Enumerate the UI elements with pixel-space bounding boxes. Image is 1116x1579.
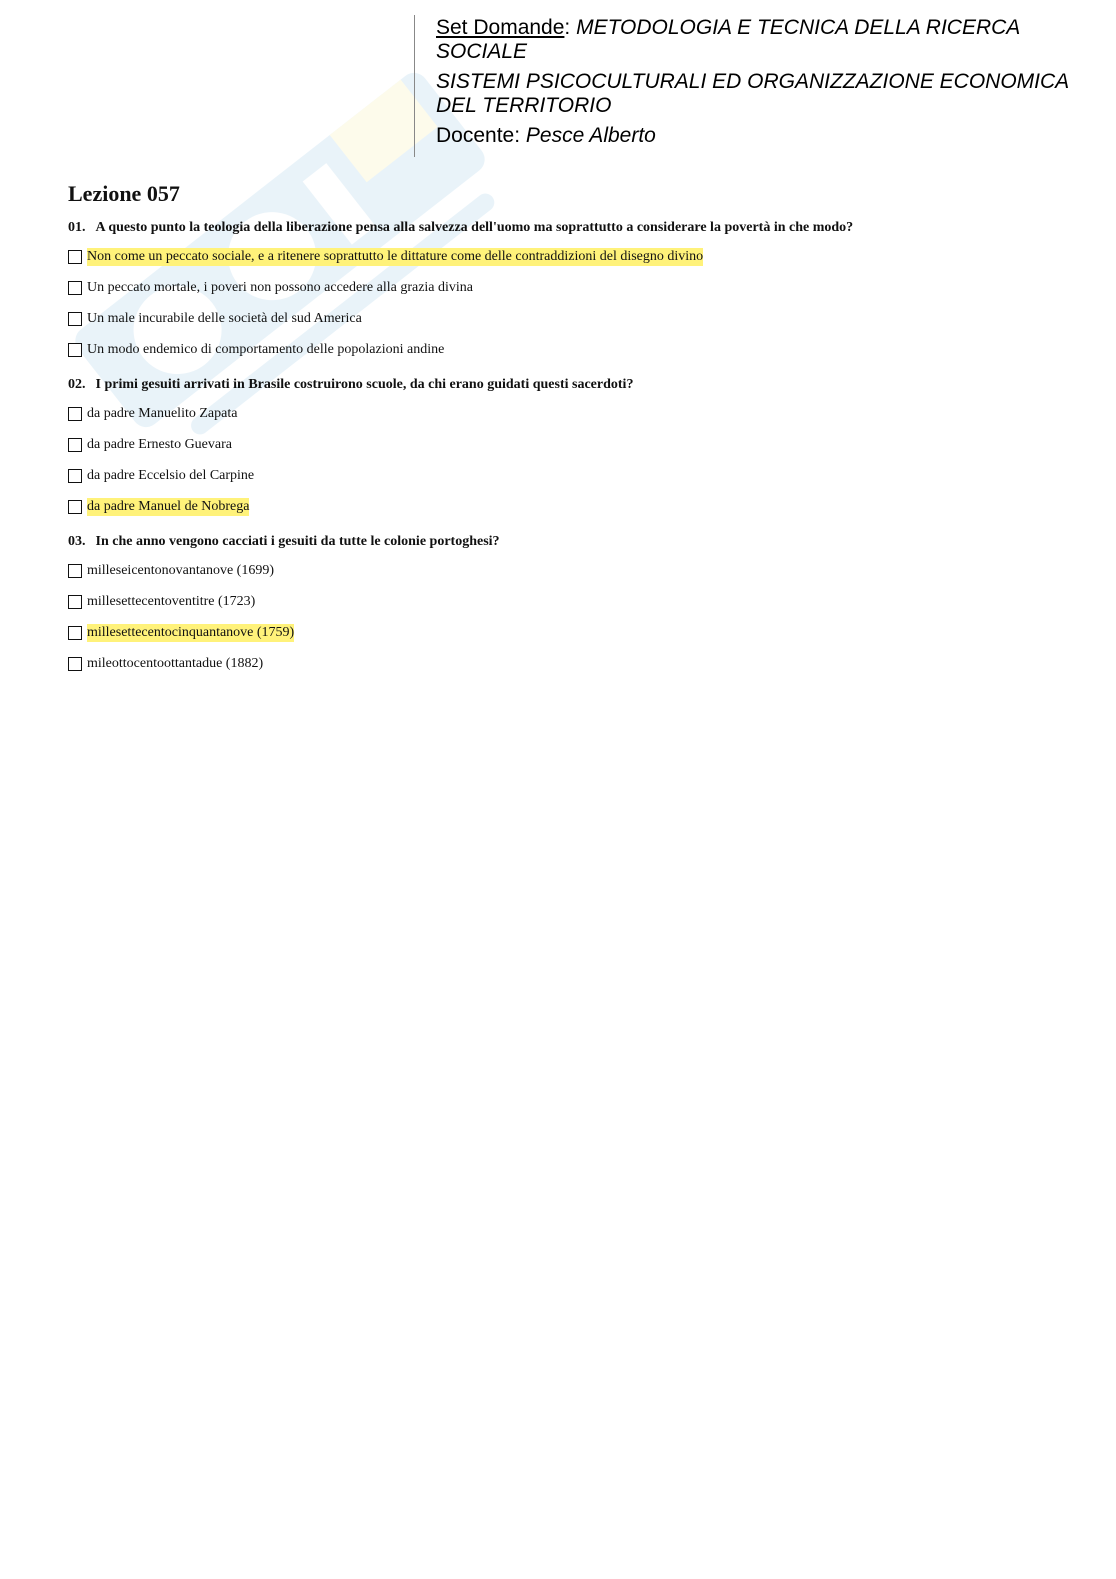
question-number: 03. (68, 534, 86, 549)
answer-option[interactable] (68, 309, 1068, 329)
question-1 (68, 219, 1068, 360)
answer-checkbox[interactable] (68, 564, 82, 578)
answer-checkbox[interactable] (68, 626, 82, 640)
course-name-part-2: SOCIALE (436, 40, 528, 63)
answer-checkbox[interactable] (68, 438, 82, 452)
answer-text: Un modo endemico di comportamento delle popolazioni andine (87, 342, 445, 357)
question-prompt: A questo punto la teologia della liberazione pensa alla salvezza dell'uomo ma soprattutto a considerare la povertà in che modo? (95, 220, 854, 235)
answer-option[interactable] (68, 654, 1068, 674)
answer-text: millesettecentoventitre (1723) (87, 594, 256, 609)
answer-checkbox[interactable] (68, 407, 82, 421)
answer-option[interactable] (68, 435, 1068, 455)
answer-option[interactable] (68, 278, 1068, 298)
answer-option[interactable] (68, 592, 1068, 612)
question-number: 02. (68, 377, 86, 392)
course-name-part-1: METODOLOGIA E TECNICA DELLA RICERCA (576, 16, 1021, 39)
answer-checkbox[interactable] (68, 500, 82, 514)
answer-text: Un male incurabile delle società del sud America (87, 311, 362, 326)
answer-checkbox[interactable] (68, 343, 82, 357)
document-header (436, 16, 1096, 148)
course-title-line-1 (436, 16, 1096, 40)
question-number: 01. (68, 220, 86, 235)
lesson-title: Lezione 057 (68, 181, 180, 206)
answer-option[interactable] (68, 247, 1068, 267)
question-text (68, 219, 1068, 237)
answer-option[interactable] (68, 404, 1068, 424)
question-list (68, 219, 1068, 690)
answer-text: da padre Eccelsio del Carpine (87, 468, 255, 483)
question-text (68, 376, 1068, 394)
answer-option[interactable] (68, 623, 1068, 643)
answer-text: Un peccato mortale, i poveri non possono accedere alla grazia divina (87, 280, 474, 295)
teacher-line (436, 124, 1096, 148)
answer-option[interactable] (68, 561, 1068, 581)
answer-option[interactable] (68, 340, 1068, 360)
answer-text: Non come un peccato sociale, e a ritenere soprattutto le dittature come delle contraddizioni del disegno divino (87, 249, 704, 264)
question-text (68, 533, 1068, 551)
set-separator: : (564, 16, 577, 39)
set-label: Set Domande (436, 16, 565, 39)
answer-text: mileottocentoottantadue (1882) (87, 656, 264, 671)
answer-option[interactable] (68, 466, 1068, 486)
answer-text: milleseicentonovantanove (1699) (87, 563, 274, 578)
header-divider (414, 15, 415, 157)
answer-text: da padre Manuel de Nobrega (87, 499, 250, 514)
teacher-label: Docente: (436, 124, 526, 147)
question-prompt: I primi gesuiti arrivati in Brasile costruirono scuole, da chi erano guidati questi sacerdoti? (95, 377, 634, 392)
answer-text: da padre Ernesto Guevara (87, 437, 232, 452)
teacher-name: Pesce Alberto (525, 124, 656, 147)
answer-checkbox[interactable] (68, 469, 82, 483)
question-3 (68, 533, 1068, 674)
answer-option[interactable] (68, 497, 1068, 517)
answer-checkbox[interactable] (68, 250, 82, 264)
answer-checkbox[interactable] (68, 657, 82, 671)
answer-text: millesettecentocinquantanove (1759) (87, 625, 295, 640)
answer-checkbox[interactable] (68, 595, 82, 609)
answer-checkbox[interactable] (68, 312, 82, 326)
answer-text: da padre Manuelito Zapata (87, 406, 238, 421)
answer-checkbox[interactable] (68, 281, 82, 295)
subject-name-part-2: DEL TERRITORIO (436, 94, 612, 117)
question-2 (68, 376, 1068, 517)
question-prompt: In che anno vengono cacciati i gesuiti da tutte le colonie portoghesi? (95, 534, 500, 549)
subject-name-part-1: SISTEMI PSICOCULTURALI ED ORGANIZZAZIONE ECONOMICA (436, 70, 1070, 93)
